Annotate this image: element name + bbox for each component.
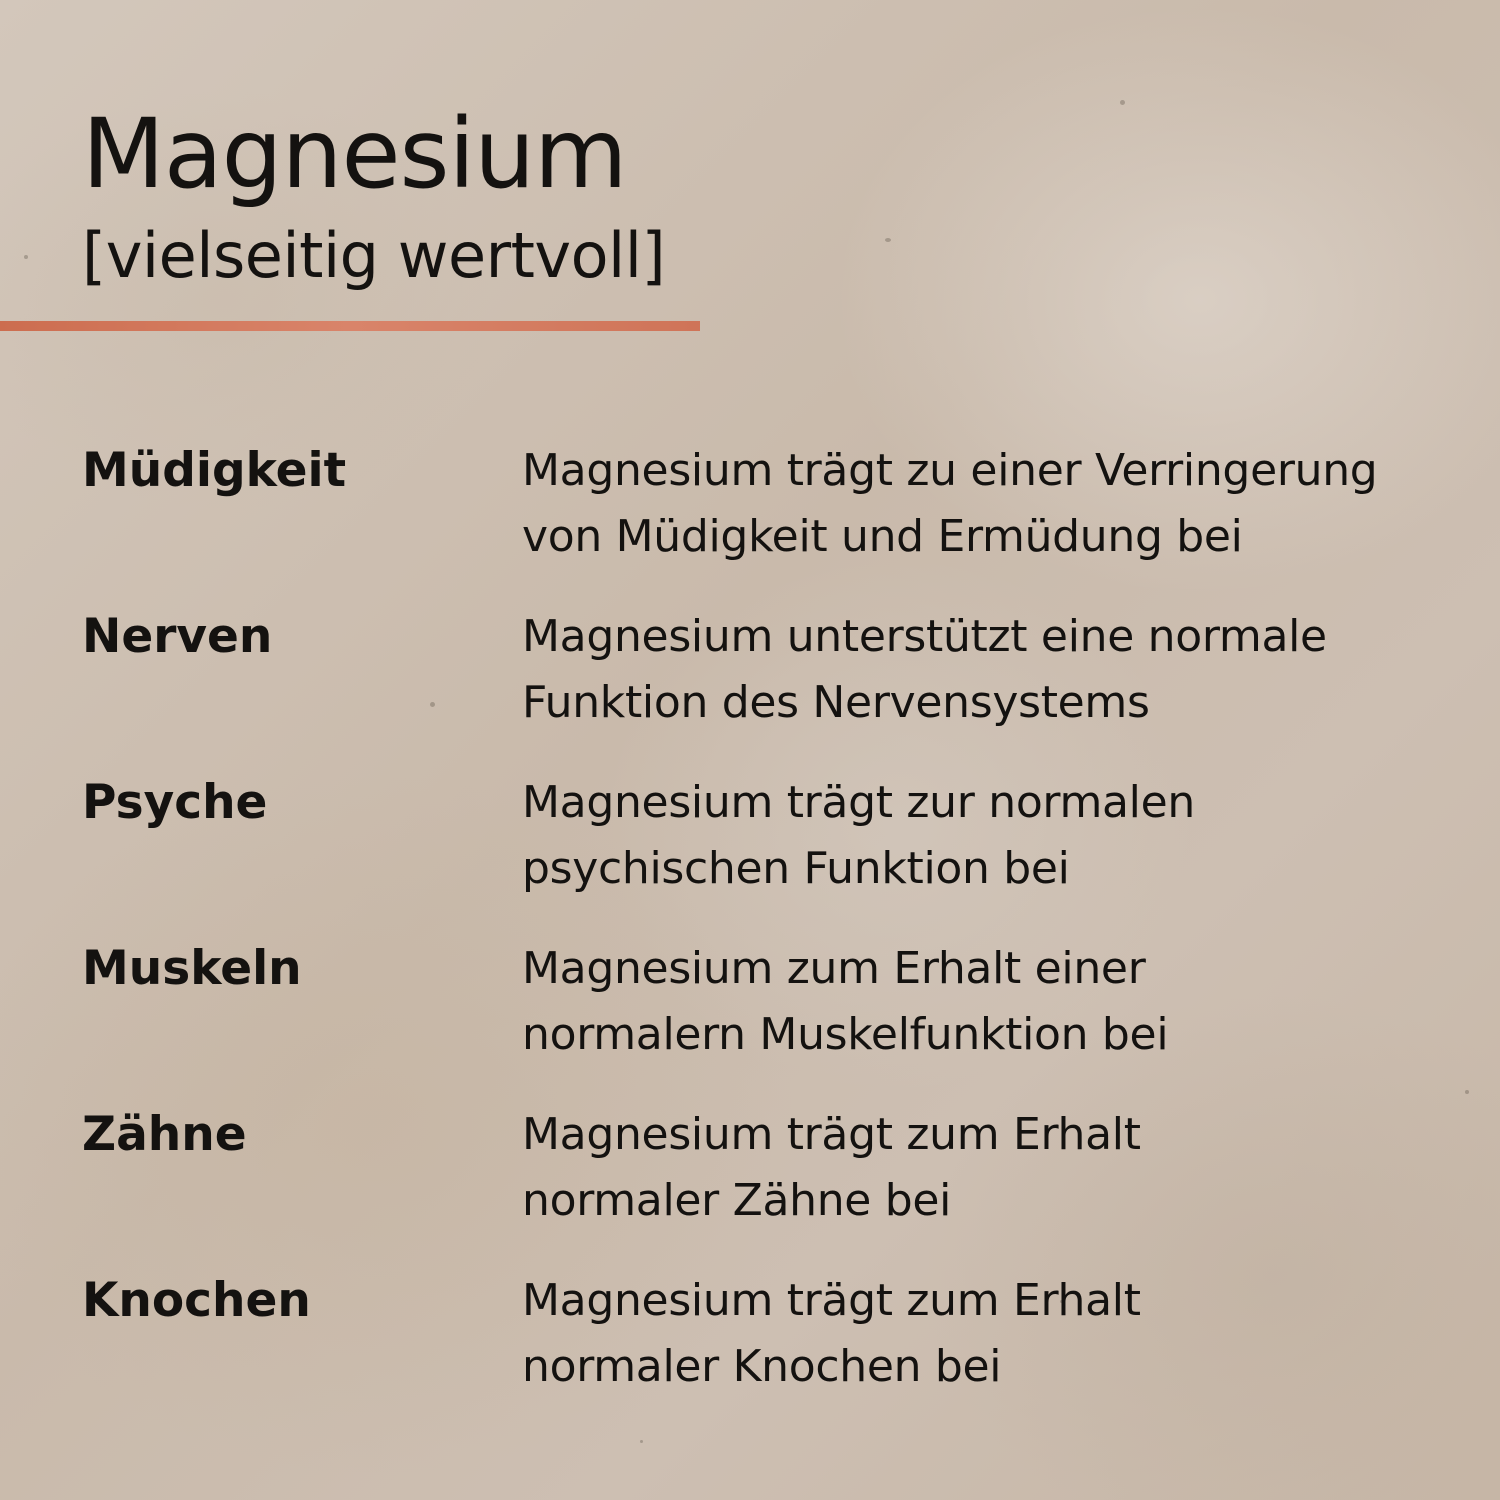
accent-divider (0, 321, 700, 331)
benefit-list (82, 438, 1472, 1434)
benefit-description-line: Magnesium zum Erhalt einer (522, 943, 1146, 994)
benefit-description-line: Funktion des Nervensystems (522, 677, 1150, 728)
benefit-row-muedigkeit (82, 438, 1472, 604)
benefit-row-muskeln (82, 936, 1472, 1102)
benefit-term: Müdigkeit (82, 443, 347, 498)
benefit-term: Knochen (82, 1273, 311, 1328)
benefit-term: Muskeln (82, 941, 302, 996)
benefit-description-line: Magnesium trägt zum Erhalt (522, 1275, 1141, 1326)
benefit-description (522, 770, 1452, 902)
benefit-description-line: normaler Zähne bei (522, 1175, 952, 1226)
benefit-term: Psyche (82, 775, 268, 830)
benefit-description-line: Magnesium trägt zur normalen (522, 777, 1195, 828)
benefit-description-line: Magnesium unterstützt eine normale (522, 611, 1327, 662)
benefit-description (522, 936, 1452, 1068)
benefit-description (522, 1102, 1452, 1234)
benefit-description-line: normaler Knochen bei (522, 1341, 1002, 1392)
benefit-row-psyche (82, 770, 1472, 936)
benefit-row-nerven (82, 604, 1472, 770)
benefit-term: Nerven (82, 609, 273, 664)
page-subtitle: [vielseitig wertvoll] (82, 219, 666, 292)
benefit-description-line: Magnesium trägt zu einer Verringerung (522, 445, 1378, 496)
benefit-description (522, 1268, 1452, 1400)
page-title: Magnesium (82, 98, 627, 210)
benefit-description-line: Magnesium trägt zum Erhalt (522, 1109, 1141, 1160)
benefit-row-knochen (82, 1268, 1472, 1434)
benefit-description-line: von Müdigkeit und Ermüdung bei (522, 511, 1243, 562)
benefit-description-line: psychischen Funktion bei (522, 843, 1070, 894)
benefit-description-line: normalern Muskelfunktion bei (522, 1009, 1169, 1060)
benefit-term: Zähne (82, 1107, 247, 1162)
benefit-description (522, 438, 1452, 570)
benefit-description (522, 604, 1452, 736)
benefit-row-zaehne (82, 1102, 1472, 1268)
